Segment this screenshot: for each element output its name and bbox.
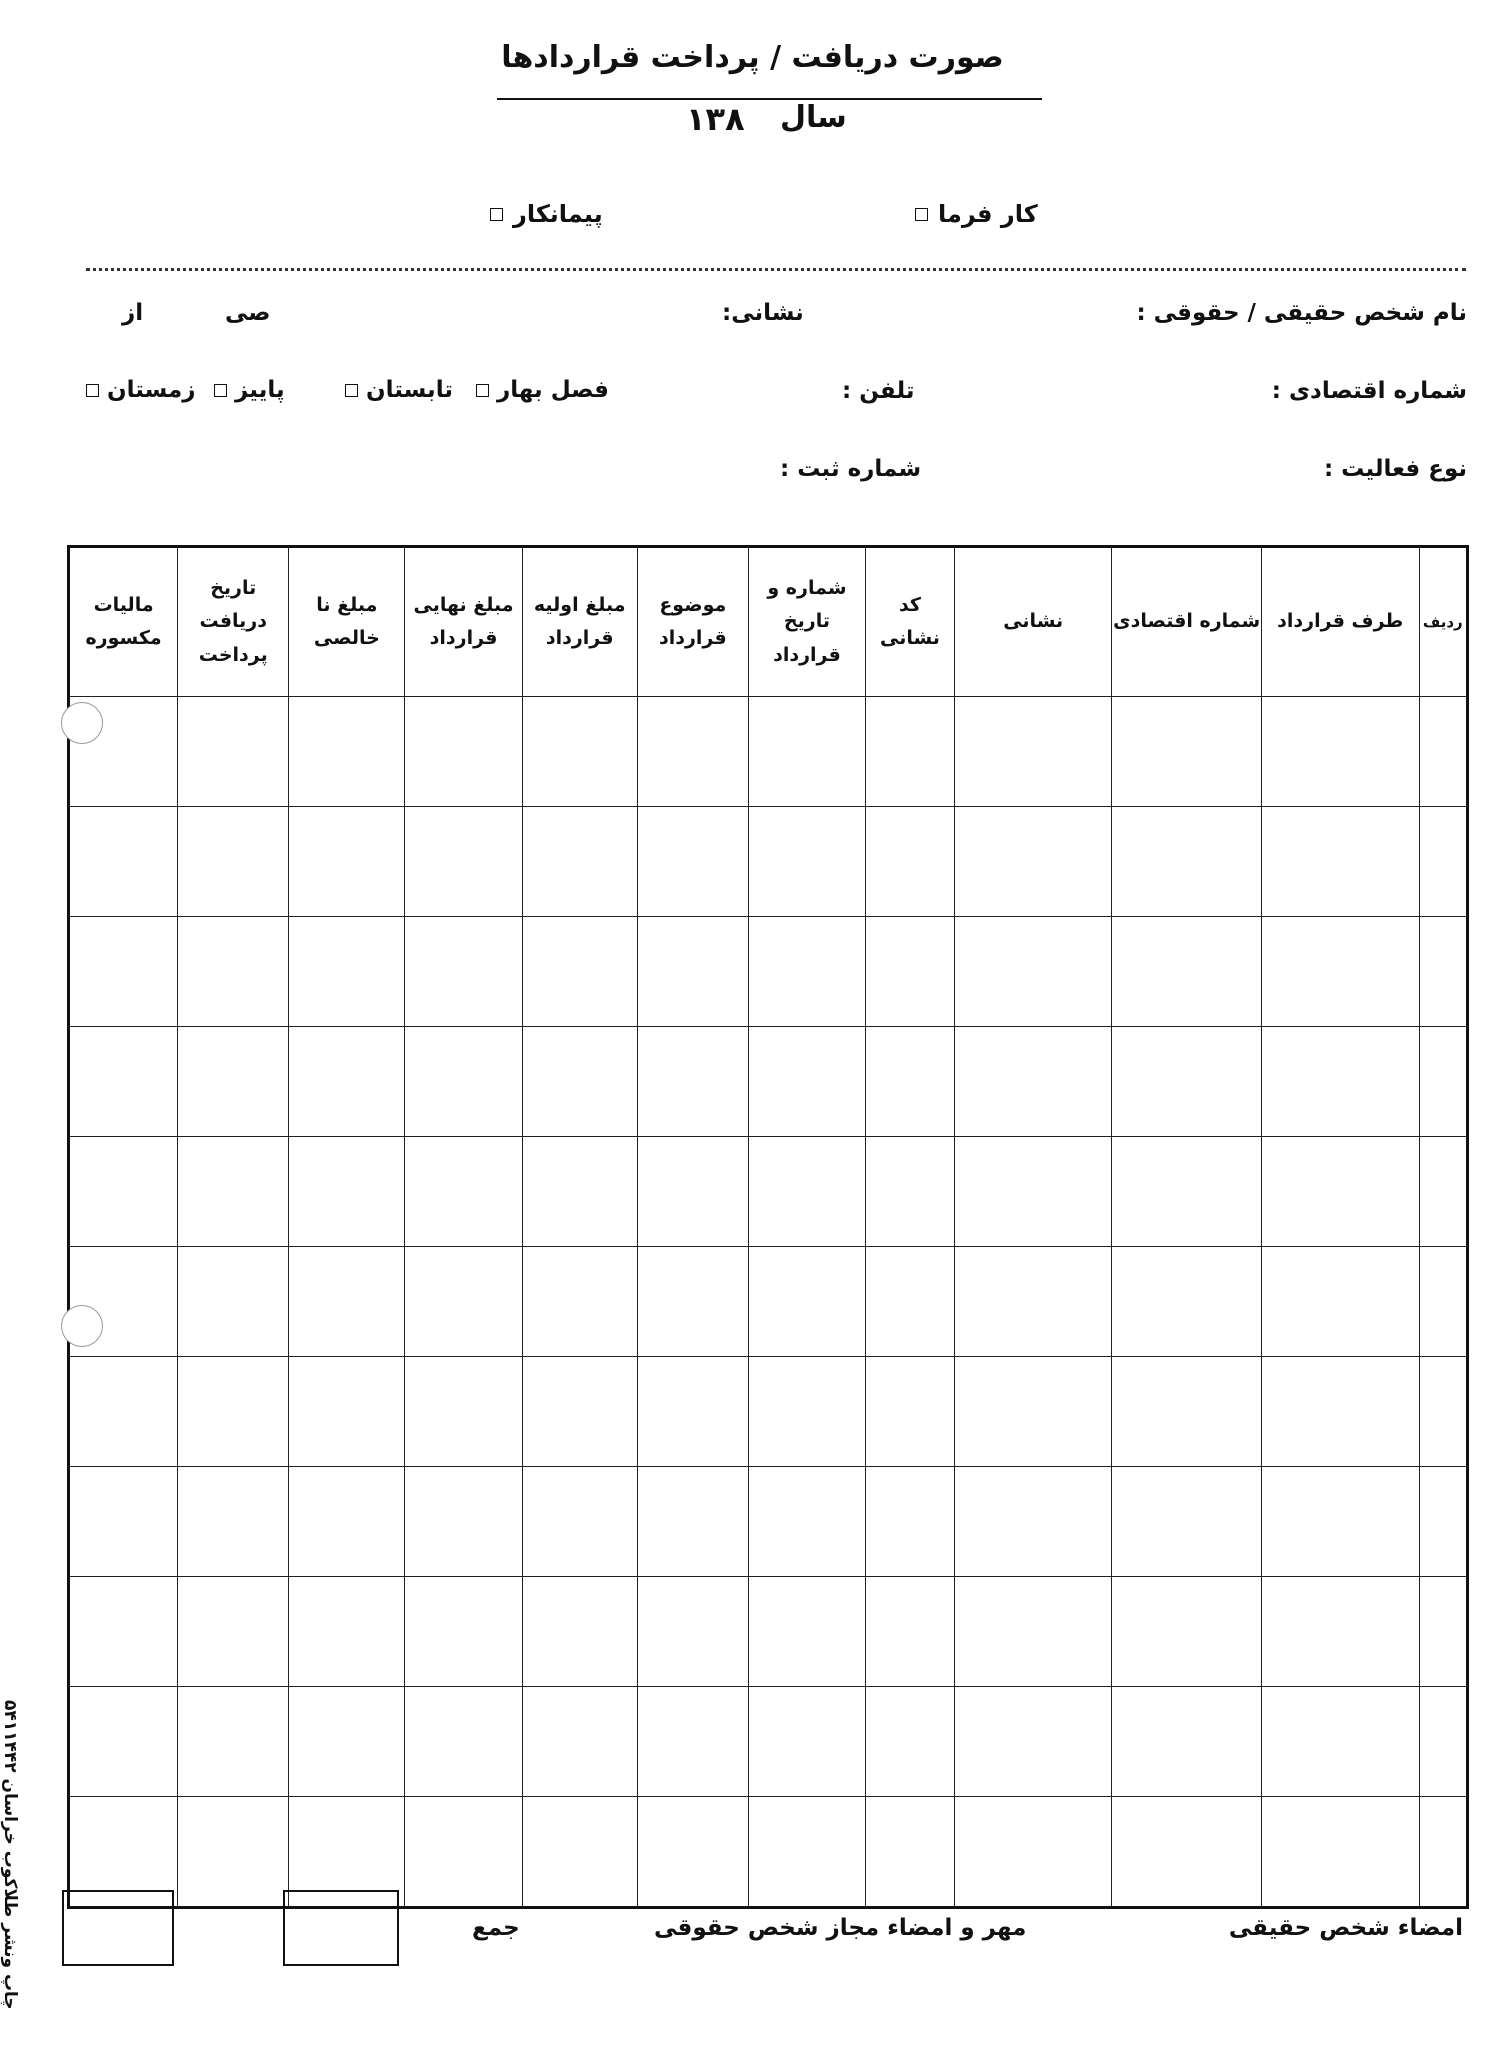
table-cell[interactable] xyxy=(178,697,289,807)
table-cell[interactable] xyxy=(866,1027,955,1137)
table-cell[interactable] xyxy=(1261,807,1419,917)
table-cell[interactable] xyxy=(637,1137,748,1247)
table-cell[interactable] xyxy=(405,1467,522,1577)
table-cell[interactable] xyxy=(178,1577,289,1687)
table-cell[interactable] xyxy=(1419,1577,1467,1687)
table-cell[interactable] xyxy=(1261,1467,1419,1577)
table-cell[interactable] xyxy=(637,1027,748,1137)
season-autumn-checkbox[interactable] xyxy=(214,384,227,397)
table-cell[interactable] xyxy=(748,1137,865,1247)
table-cell[interactable] xyxy=(1419,807,1467,917)
table-cell[interactable] xyxy=(1112,1467,1261,1577)
table-cell[interactable] xyxy=(866,1467,955,1577)
table-cell[interactable] xyxy=(522,1357,637,1467)
table-cell[interactable] xyxy=(405,917,522,1027)
table-cell[interactable] xyxy=(405,807,522,917)
table-cell[interactable] xyxy=(954,1687,1112,1797)
table-cell[interactable] xyxy=(866,1137,955,1247)
table-cell[interactable] xyxy=(1112,1247,1261,1357)
table-row xyxy=(69,917,1468,1027)
table-cell[interactable] xyxy=(954,1247,1112,1357)
table-cell[interactable] xyxy=(405,1577,522,1687)
table-cell[interactable] xyxy=(1419,1467,1467,1577)
column-header: ردیف xyxy=(1419,547,1467,697)
table-cell[interactable] xyxy=(405,1357,522,1467)
table-cell[interactable] xyxy=(289,1467,405,1577)
table-cell[interactable] xyxy=(637,917,748,1027)
table-cell[interactable] xyxy=(637,1687,748,1797)
table-cell[interactable] xyxy=(866,807,955,917)
table-cell[interactable] xyxy=(1112,1577,1261,1687)
table-cell[interactable] xyxy=(1419,1247,1467,1357)
table-cell[interactable] xyxy=(637,697,748,807)
table-cell[interactable] xyxy=(405,1137,522,1247)
table-cell[interactable] xyxy=(178,1247,289,1357)
season-spring-checkbox[interactable] xyxy=(476,384,489,397)
table-cell[interactable] xyxy=(1261,917,1419,1027)
table-cell[interactable] xyxy=(1261,1027,1419,1137)
table-cell[interactable] xyxy=(748,1577,865,1687)
table-cell[interactable] xyxy=(1419,1027,1467,1137)
season-autumn-label: پاییز xyxy=(235,377,285,403)
table-cell[interactable] xyxy=(866,917,955,1027)
table-cell[interactable] xyxy=(637,1467,748,1577)
table-cell[interactable] xyxy=(954,1137,1112,1247)
table-cell[interactable] xyxy=(405,1687,522,1797)
table-row xyxy=(69,1137,1468,1247)
table-cell[interactable] xyxy=(954,1797,1112,1908)
table-cell[interactable] xyxy=(1112,807,1261,917)
table-cell[interactable] xyxy=(637,807,748,917)
table-cell[interactable] xyxy=(748,1797,865,1908)
total-label: جمع xyxy=(472,1915,520,1941)
table-cell[interactable] xyxy=(1261,1797,1419,1908)
column-header: شماره و تاریخ قرارداد xyxy=(748,547,865,697)
table-cell[interactable] xyxy=(1419,1357,1467,1467)
table-cell[interactable] xyxy=(1112,1687,1261,1797)
table-cell[interactable] xyxy=(637,1247,748,1357)
table-cell[interactable] xyxy=(405,1027,522,1137)
table-cell[interactable] xyxy=(522,697,637,807)
column-header: شماره اقتصادی xyxy=(1112,547,1261,697)
table-cell[interactable] xyxy=(1261,1687,1419,1797)
table-cell[interactable] xyxy=(69,1467,178,1577)
employer-checkbox[interactable] xyxy=(915,208,928,221)
column-header: کد نشانی xyxy=(866,547,955,697)
table-cell[interactable] xyxy=(954,1357,1112,1467)
table-cell[interactable] xyxy=(178,917,289,1027)
table-cell[interactable] xyxy=(289,1577,405,1687)
table-cell[interactable] xyxy=(1261,1137,1419,1247)
table-row xyxy=(69,1357,1468,1467)
phone-label: تلفن : xyxy=(842,378,915,404)
table-cell[interactable] xyxy=(954,1027,1112,1137)
table-row xyxy=(69,697,1468,807)
punch-hole xyxy=(61,702,103,744)
column-header: مالیات مکسوره xyxy=(69,547,178,697)
season-spring-label: فصل بهار xyxy=(497,377,609,403)
table-cell[interactable] xyxy=(289,697,405,807)
table-cell[interactable] xyxy=(1261,697,1419,807)
column-header: نشانی xyxy=(954,547,1112,697)
table-cell[interactable] xyxy=(866,1247,955,1357)
table-cell[interactable] xyxy=(954,1577,1112,1687)
contractor-option[interactable] xyxy=(490,200,603,228)
table-cell[interactable] xyxy=(522,1577,637,1687)
table-cell[interactable] xyxy=(522,1137,637,1247)
column-header: موضوع قرارداد xyxy=(637,547,748,697)
table-cell[interactable] xyxy=(866,1687,955,1797)
of-label: از xyxy=(122,300,144,326)
table-cell[interactable] xyxy=(69,1027,178,1137)
table-cell[interactable] xyxy=(748,1247,865,1357)
table-cell[interactable] xyxy=(178,1027,289,1137)
season-summer-label: تابستان xyxy=(366,377,453,403)
table-cell[interactable] xyxy=(69,917,178,1027)
table-cell[interactable] xyxy=(69,1687,178,1797)
table-cell[interactable] xyxy=(1419,917,1467,1027)
table-cell[interactable] xyxy=(69,1357,178,1467)
column-header: طرف قرارداد xyxy=(1261,547,1419,697)
table-row xyxy=(69,1797,1468,1908)
column-header: مبلغ نهایی قرارداد xyxy=(405,547,522,697)
name-label: نام شخص حقیقی / حقوقی : xyxy=(1136,300,1467,326)
contractor-checkbox[interactable] xyxy=(490,208,503,221)
individual-signature-label: امضاء شخص حقیقی xyxy=(1228,1915,1463,1941)
table-cell[interactable] xyxy=(1419,1137,1467,1247)
contracts-table xyxy=(67,545,1469,1909)
table-cell[interactable] xyxy=(178,807,289,917)
table-cell[interactable] xyxy=(69,1577,178,1687)
table-cell[interactable] xyxy=(522,1797,637,1908)
table-cell[interactable] xyxy=(637,1577,748,1687)
table-cell[interactable] xyxy=(1112,1357,1261,1467)
season-winter-checkbox[interactable] xyxy=(86,384,99,397)
table-cell[interactable] xyxy=(954,1467,1112,1577)
punch-hole xyxy=(61,1305,103,1347)
table-cell[interactable] xyxy=(748,807,865,917)
table-cell[interactable] xyxy=(866,697,955,807)
table-row xyxy=(69,1247,1468,1357)
table-cell[interactable] xyxy=(289,917,405,1027)
table-cell[interactable] xyxy=(1261,1247,1419,1357)
employer-label: کار فرما xyxy=(938,200,1038,228)
table-cell[interactable] xyxy=(637,1357,748,1467)
year-label: سال xyxy=(780,100,847,135)
table-cell[interactable] xyxy=(1419,697,1467,807)
table-cell[interactable] xyxy=(1261,1577,1419,1687)
table-cell[interactable] xyxy=(178,1137,289,1247)
table-cell[interactable] xyxy=(178,1467,289,1577)
printer-note: چاپ ونشر طلاکوب خراسان ۵۴۱۱۴۴۲ xyxy=(0,1700,20,2010)
contracts-table-wrap xyxy=(67,545,1469,1888)
column-header: مبلغ نا خالصی xyxy=(289,547,405,697)
table-cell[interactable] xyxy=(69,1137,178,1247)
table-cell[interactable] xyxy=(289,807,405,917)
table-cell[interactable] xyxy=(1112,697,1261,807)
form-title: صورت دریافت / پرداخت قراردادها xyxy=(501,40,1004,75)
table-row xyxy=(69,1687,1468,1797)
table-cell[interactable] xyxy=(405,697,522,807)
table-cell[interactable] xyxy=(1112,917,1261,1027)
table-cell[interactable] xyxy=(405,1247,522,1357)
table-cell[interactable] xyxy=(866,1577,955,1687)
total-box-right[interactable] xyxy=(62,1890,174,1966)
table-cell[interactable] xyxy=(522,1247,637,1357)
table-cell[interactable] xyxy=(1261,1357,1419,1467)
table-cell[interactable] xyxy=(289,1357,405,1467)
table-cell[interactable] xyxy=(1419,1797,1467,1908)
total-box-left[interactable] xyxy=(283,1890,399,1966)
table-row xyxy=(69,1027,1468,1137)
season-summer-checkbox[interactable] xyxy=(345,384,358,397)
table-cell[interactable] xyxy=(178,1797,289,1908)
activity-type-label: نوع فعالیت : xyxy=(1323,456,1467,482)
legal-signature-label: مهر و امضاء مجاز شخص حقوقی xyxy=(654,1915,1027,1941)
table-cell[interactable] xyxy=(748,917,865,1027)
table-cell[interactable] xyxy=(954,917,1112,1027)
column-header: تاریخ دریافت پرداخت xyxy=(178,547,289,697)
employer-option[interactable] xyxy=(915,200,1038,228)
table-cell[interactable] xyxy=(289,1247,405,1357)
table-cell[interactable] xyxy=(178,1357,289,1467)
table-cell[interactable] xyxy=(748,697,865,807)
table-cell[interactable] xyxy=(522,807,637,917)
table-cell[interactable] xyxy=(405,1797,522,1908)
registration-number-label: شماره ثبت : xyxy=(780,456,922,482)
table-cell[interactable] xyxy=(522,1687,637,1797)
table-cell[interactable] xyxy=(69,807,178,917)
year-value: ۱۳۸ xyxy=(686,100,745,138)
title-underline xyxy=(497,98,1042,100)
table-cell[interactable] xyxy=(866,1797,955,1908)
table-cell[interactable] xyxy=(866,1357,955,1467)
table-cell[interactable] xyxy=(289,1687,405,1797)
table-cell[interactable] xyxy=(522,1467,637,1577)
table-cell[interactable] xyxy=(637,1797,748,1908)
table-cell[interactable] xyxy=(522,1027,637,1137)
table-cell[interactable] xyxy=(289,1027,405,1137)
table-cell[interactable] xyxy=(748,1027,865,1137)
table-cell[interactable] xyxy=(748,1357,865,1467)
table-cell[interactable] xyxy=(1112,1137,1261,1247)
season-summer[interactable] xyxy=(345,377,453,403)
dotted-separator xyxy=(86,268,1466,271)
table-cell[interactable] xyxy=(748,1687,865,1797)
table-cell[interactable] xyxy=(748,1467,865,1577)
table-cell[interactable] xyxy=(178,1687,289,1797)
table-cell[interactable] xyxy=(1419,1687,1467,1797)
table-row xyxy=(69,1467,1468,1577)
column-header: مبلغ اولیه قرارداد xyxy=(522,547,637,697)
economic-number-label: شماره اقتصادی : xyxy=(1271,378,1467,404)
page-label: صی xyxy=(225,300,271,326)
contractor-label: پیمانکار xyxy=(513,200,603,228)
address-label: نشانی: xyxy=(722,300,804,326)
season-autumn[interactable] xyxy=(214,377,285,403)
table-cell[interactable] xyxy=(954,697,1112,807)
table-cell[interactable] xyxy=(289,1137,405,1247)
table-header-row xyxy=(69,547,1468,697)
table-row xyxy=(69,1577,1468,1687)
table-cell[interactable] xyxy=(954,807,1112,917)
season-spring[interactable] xyxy=(476,377,609,403)
season-winter-label: زمستان xyxy=(107,377,196,403)
table-body xyxy=(69,697,1468,1908)
season-winter[interactable] xyxy=(86,377,196,403)
table-cell[interactable] xyxy=(1112,1027,1261,1137)
table-cell[interactable] xyxy=(1112,1797,1261,1908)
table-row xyxy=(69,807,1468,917)
table-cell[interactable] xyxy=(522,917,637,1027)
